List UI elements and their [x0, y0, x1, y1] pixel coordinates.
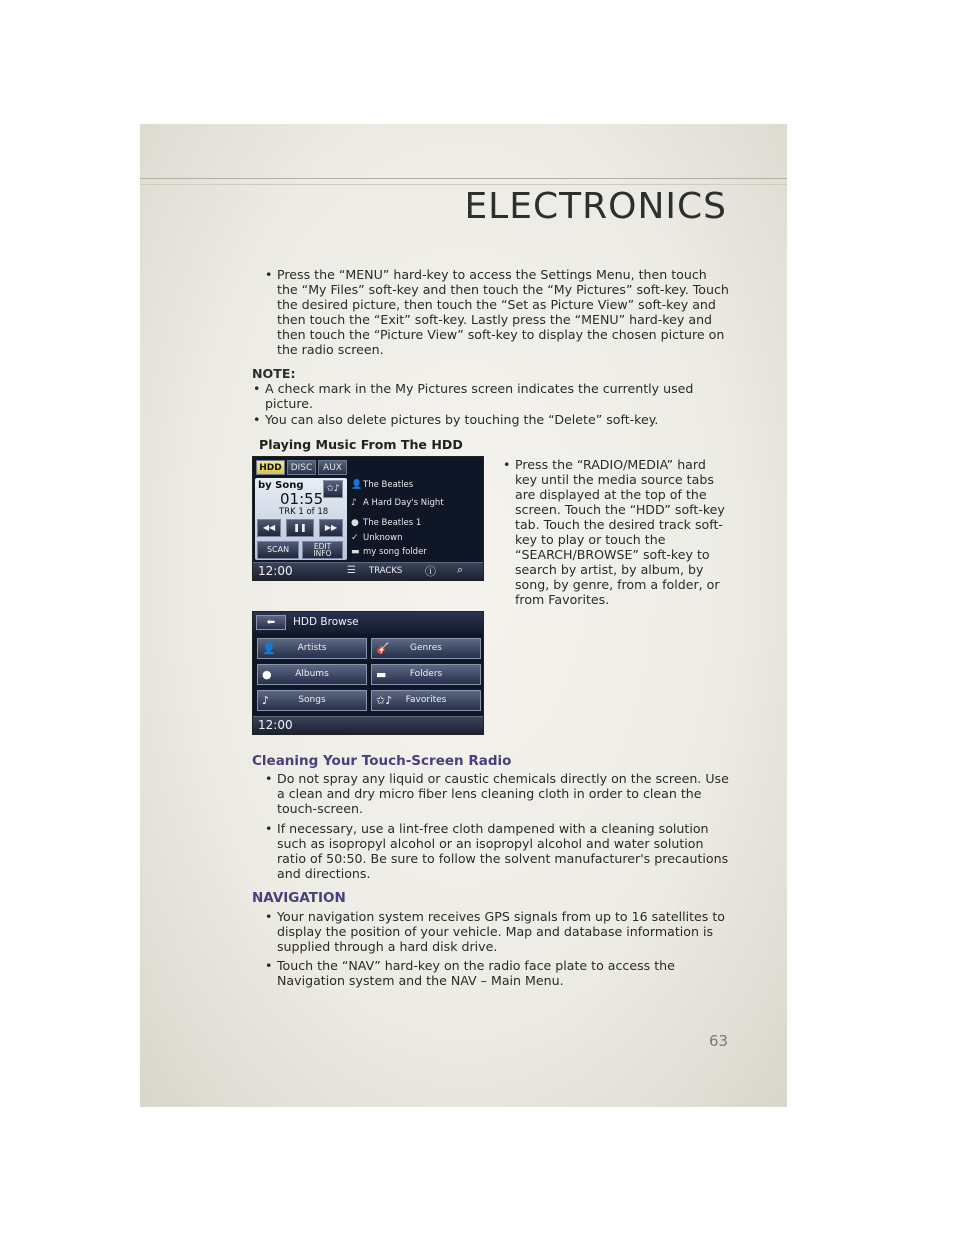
genres-button[interactable]: [371, 638, 481, 659]
note-item: • A check mark in the My Pictures screen indicates the currently used picture.: [253, 381, 723, 411]
navigation-item-text: Touch the “NAV” hard-key on the radio face plate to access the Navigation system and the NAV – Main Menu.: [277, 958, 675, 988]
track-label: The Beatles 1: [363, 518, 422, 528]
status-bar: [253, 562, 483, 580]
hdd-browse-screen: [252, 611, 484, 735]
track-label: my song folder: [363, 547, 427, 557]
tab-aux[interactable]: AUX: [318, 460, 347, 475]
list-item[interactable]: [349, 531, 483, 546]
navigation-heading: NAVIGATION: [252, 890, 346, 906]
pause-icon: ❚❚: [293, 523, 307, 532]
note-item-text: You can also delete pictures by touching the “Delete” soft-key.: [265, 412, 659, 427]
status-bar: [253, 716, 483, 734]
favorite-star-note-icon[interactable]: ✩♪: [323, 480, 343, 498]
track-label: Unknown: [363, 533, 403, 543]
disc-icon: ●: [262, 668, 272, 681]
elapsed-time: 01:55: [280, 490, 324, 508]
tab-disc[interactable]: DISC: [287, 460, 316, 475]
cleaning-heading: Cleaning Your Touch-Screen Radio: [252, 753, 512, 769]
tab-hdd[interactable]: HDD: [256, 460, 285, 475]
intro-bullet: • Press the “MENU” hard-key to access the Settings Menu, then touch the “My Files” soft-key and then touch the “My Pictures” soft-key. Touch the desired picture, then touch the “Set as Picture View” soft-key and then touch the “Exit” soft-key. Lastly press the “MENU” hard-key and then touch the “Picture View” soft-key to display the chosen picture on the radio screen.: [265, 267, 731, 357]
artists-button[interactable]: [257, 638, 367, 659]
hdd-bullet-text: Press the “RADIO/MEDIA” hard key until the media source tabs are displayed at the top of the screen. Touch the “HDD” soft-key tab. Touch the desired track soft-key to play or touch the “SEARCH/BROWSE” soft-key to search by artist, by album, by song, by genre, from a folder, or from Favorites.: [515, 457, 725, 607]
cleaning-item-text: Do not spray any liquid or caustic chemicals directly on the screen. Use a clean and dry micro fiber lens cleaning cloth in order to clean the touch-screen.: [277, 771, 729, 816]
person-icon: 👤: [262, 642, 276, 655]
rewind-icon: ◀◀: [262, 523, 276, 532]
hdd-caption: Playing Music From The HDD: [259, 437, 463, 452]
albums-button[interactable]: [257, 664, 367, 685]
songs-button[interactable]: [257, 690, 367, 711]
back-button[interactable]: [256, 615, 286, 630]
back-arrow-icon: ⬅: [266, 617, 276, 628]
now-playing-screen: [252, 456, 484, 581]
note-label: NOTE:: [252, 366, 296, 381]
track-counter: TRK 1 of 18: [279, 507, 329, 517]
person-icon: 👤: [351, 480, 363, 490]
header-rule-secondary: [140, 184, 787, 185]
favorites-button[interactable]: [371, 690, 481, 711]
note-item: • You can also delete pictures by touching the “Delete” soft-key.: [253, 412, 723, 427]
intro-bullet-text: Press the “MENU” hard-key to access the Settings Menu, then touch the “My Files” soft-key and then touch the “My Pictures” soft-key. Touch the desired picture, then touch the “Set as Picture View” soft-key and then touch the “Exit” soft-key. Lastly press the “MENU” hard-key and then touch the “Picture View” soft-key to display the chosen picture on the radio screen.: [277, 267, 729, 357]
navigation-item: • Touch the “NAV” hard-key on the radio face plate to access the Navigation system and the NAV – Main Menu.: [265, 958, 731, 988]
note-icon: ♪: [351, 498, 357, 508]
note-item-text: A check mark in the My Pictures screen indicates the currently used picture.: [265, 381, 694, 411]
clock: 12:00: [258, 718, 293, 732]
folders-label: Folders: [409, 669, 443, 679]
section-title: ELECTRONICS: [464, 186, 727, 227]
tracks-button[interactable]: TRACKS: [369, 566, 403, 576]
rewind-button[interactable]: [257, 519, 281, 537]
guitar-icon: ✓: [351, 533, 359, 543]
list-item[interactable]: [349, 496, 483, 511]
navigation-item-text: Your navigation system receives GPS signals from up to 16 satellites to display the position of your vehicle. Map and database information is supplied through a hard disk drive.: [277, 909, 725, 954]
page-number: 63: [709, 1032, 729, 1050]
list-item[interactable]: [349, 478, 483, 493]
artists-label: Artists: [297, 643, 327, 653]
browse-title: HDD Browse: [293, 616, 359, 628]
play-mode: by Song: [258, 480, 304, 491]
track-label: A Hard Day's Night: [363, 498, 444, 508]
guitar-icon: 🎸: [376, 642, 390, 655]
cleaning-item: • Do not spray any liquid or caustic chemicals directly on the screen. Use a clean and dry micro fiber lens cleaning cloth in order to clean the touch-screen.: [265, 771, 731, 816]
scan-button[interactable]: SCAN: [257, 541, 299, 559]
search-icon[interactable]: ⌕: [457, 563, 464, 576]
browse-header: [253, 612, 483, 634]
header-rule: [140, 178, 787, 179]
edit-info-button[interactable]: EDIT INFO: [302, 541, 343, 559]
list-item[interactable]: [349, 545, 483, 560]
fast-forward-button[interactable]: [319, 519, 343, 537]
cleaning-item: • If necessary, use a lint-free cloth dampened with a cleaning solution such as isopropyl alcohol or an isopropyl alcohol and water solution ratio of 50:50. Be sure to follow the solvent manufacturer's precautions and directions.: [265, 821, 731, 881]
clock: 12:00: [258, 564, 293, 578]
folder-icon: ▬: [376, 668, 387, 681]
genres-label: Genres: [410, 643, 442, 653]
list-item[interactable]: [349, 516, 483, 531]
favorites-label: Favorites: [405, 695, 447, 705]
folder-icon: ▬: [351, 547, 360, 557]
songs-label: Songs: [298, 695, 326, 705]
note-icon: ♪: [262, 694, 270, 707]
list-icon: ☰: [347, 565, 356, 576]
cleaning-item-text: If necessary, use a lint-free cloth dampened with a cleaning solution such as isopropyl alcohol or an isopropyl alcohol and water solution ratio of 50:50. Be sure to follow the solvent manufacturer's precautions and directions.: [277, 821, 729, 881]
albums-label: Albums: [295, 669, 329, 679]
navigation-item: • Your navigation system receives GPS signals from up to 16 satellites to display the position of your vehicle. Map and database information is supplied through a hard disk drive.: [265, 909, 731, 954]
star-note-icon: ✩♪: [376, 694, 393, 707]
hdd-bullet: • Press the “RADIO/MEDIA” hard key until the media source tabs are displayed at the top of the screen. Touch the “HDD” soft-key tab. Touch the desired track soft-key to play or touch the “SEARCH/BROWSE” soft-key to search by artist, by album, by song, by genre, from a folder, or from Favorites.: [503, 457, 725, 607]
info-icon[interactable]: ⓘ: [425, 565, 436, 578]
track-label: The Beatles: [363, 480, 414, 490]
pause-button[interactable]: [286, 519, 314, 537]
disc-icon: ●: [351, 518, 359, 528]
folders-button[interactable]: [371, 664, 481, 685]
fast-forward-icon: ▶▶: [324, 523, 338, 532]
